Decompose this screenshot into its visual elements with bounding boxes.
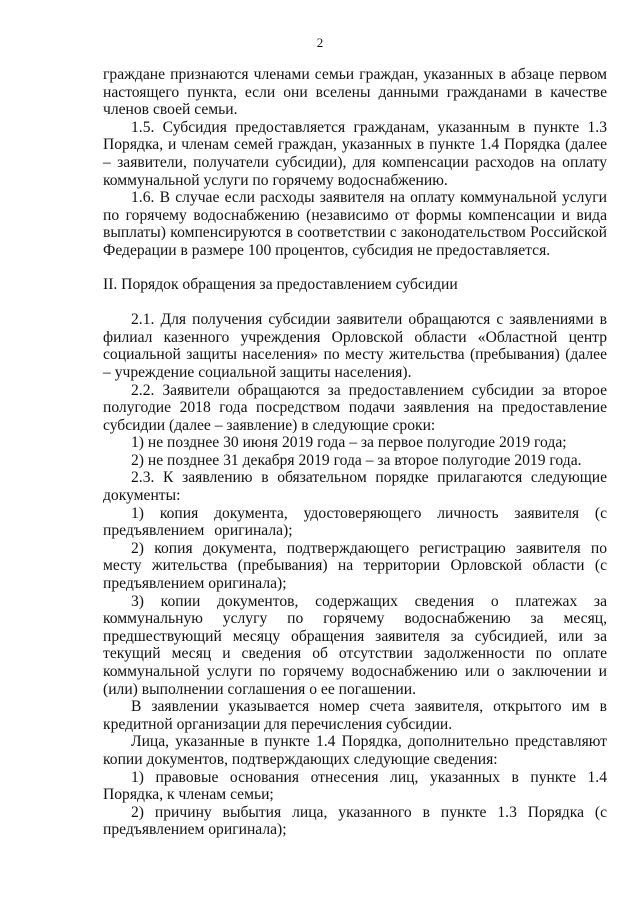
- paragraph-1-6: 1.6. В случае если расходы заявителя на оплату коммунальной услуги по горячему водоснабжению (независимо от формы компенсации и вида выплаты) компенсируются в соответствии с законодательством Российской Федерации в размере 100 процентов, субсидия не предоставляется.: [103, 189, 607, 259]
- document-item-3: 3) копии документов, содержащих сведения о платежах за коммунальную услугу по горячему водоснабжению за месяц, предшествующий месяцу обращения заявителя за субсидией, или за текущий месяц и сведения об отсутствии задолженности по оплате коммунальной услуги по горячему водоснабжению или о заключении и (или) выполнении соглашения о ее погашении.: [103, 592, 607, 698]
- family-item-1: 1) правовые основания отнесения лиц, указанных в пункте 1.4 Порядка, к членам семьи;: [103, 768, 607, 804]
- paragraph-1-5: 1.5. Субсидия предоставляется гражданам, указанным в пункте 1.3 Порядка, и членам семей граждан, указанных в пункте 1.4 Порядка (далее – заявители, получатели субсидии), для компенсации расходов на оплату коммунальной услуги по горячему водоснабжению.: [103, 118, 607, 189]
- deadline-item-2: 2) не позднее 31 декабря 2019 года – за второе полугодие 2019 года.: [131, 451, 582, 469]
- page-number: 2: [316, 35, 324, 50]
- family-item-2: 2) причину выбытия лица, указанного в пункте 1.3 Порядка (с предъявлением оригинала);: [103, 803, 607, 839]
- paragraph-2-3: 2.3. К заявлению в обязательном порядке прилагаются следующие документы:: [103, 469, 607, 505]
- paragraph-continuation: граждане признаются членами семьи граждан, указанных в абзаце первом настоящего пункта, если они вселены данными гражданами в качестве членов своей семьи.: [103, 66, 607, 119]
- paragraph-2-2: 2.2. Заявители обращаются за предоставлением субсидии за второе полугодие 2018 года посредством подачи заявления на предоставление субсидии (далее – заявление) в следующие сроки:: [103, 381, 607, 434]
- document-item-2: 2) копия документа, подтверждающего регистрацию заявителя по месту жительства (пребывания) на территории Орловской области (с предъявлением оригинала);: [103, 539, 607, 593]
- document-item-1: 1) копия документа, удостоверяющего личность заявителя (с предъявлением оригинала);: [103, 504, 607, 540]
- paragraph-account-number: В заявлении указывается номер счета заявителя, открытого им в кредитной организации для перечисления субсидии.: [103, 698, 607, 733]
- paragraph-family-members: Лица, указанные в пункте 1.4 Порядка, дополнительно представляют копии документов, подтверждающих следующие сведения:: [103, 733, 607, 768]
- section-heading: II. Порядок обращения за предоставлением субсидии: [103, 275, 458, 293]
- paragraph-2-1: 2.1. Для получения субсидии заявители обращаются с заявлениями в филиал казенного учреждения Орловской области «Областной центр социальной защиты населения» по месту жительства (пребывания) (далее – учреждение социальной защиты населения).: [103, 311, 607, 381]
- deadline-item-1: 1) не позднее 30 июня 2019 года – за первое полугодие 2019 года;: [131, 434, 567, 452]
- document-body: [103, 66, 607, 839]
